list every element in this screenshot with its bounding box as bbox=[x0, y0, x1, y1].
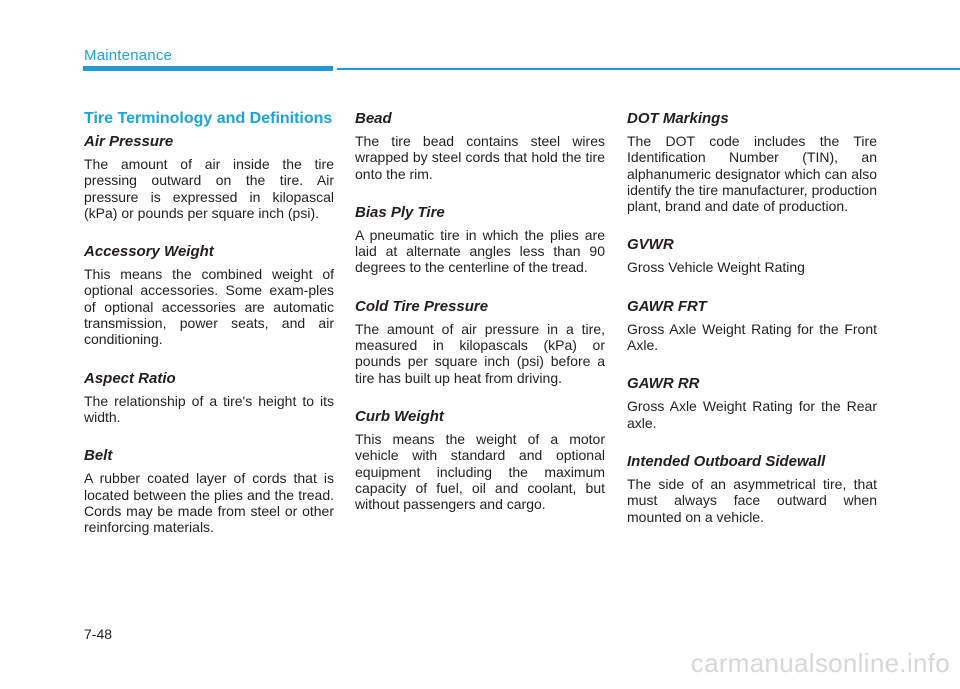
term-gvwr: GVWR bbox=[627, 236, 674, 254]
definition-dot-markings: The DOT code includes the Tire Identification Number (TIN), an alphanumeric designator which can also identify the tire manufacturer, production plant, brand and date of production. bbox=[627, 133, 877, 215]
definition-accessory-weight: This means the combined weight of optional accessories. Some exam-ples of optional accessories are automatic transmission, power seats, and air conditioning. bbox=[84, 266, 334, 348]
term-belt: Belt bbox=[84, 447, 113, 465]
term-intended-outboard-sidewall: Intended Outboard Sidewall bbox=[627, 452, 826, 470]
definition-intended-outboard-sidewall: The side of an asymmetrical tire, that must always face outward when mounted on a vehicle. bbox=[627, 475, 877, 525]
column-1 bbox=[84, 110, 334, 557]
section-title: Tire Terminology and Definitions bbox=[84, 110, 333, 127]
term-gawr-rr: GAWR RR bbox=[627, 375, 700, 393]
definition-gawr-frt: Gross Axle Weight Rating for the Front Axle. bbox=[627, 320, 877, 354]
term-air-pressure: Air Pressure bbox=[84, 133, 174, 150]
term-curb-weight: Curb Weight bbox=[355, 407, 444, 425]
header-rule-thin bbox=[337, 68, 960, 70]
term-dot-markings: DOT Markings bbox=[627, 110, 729, 127]
term-bias-ply-tire: Bias Ply Tire bbox=[355, 203, 445, 221]
term-accessory-weight: Accessory Weight bbox=[84, 243, 214, 261]
definition-belt: A rubber coated layer of cords that is located between the plies and the tread. Cords may be made from steel or other reinforcing materials. bbox=[84, 470, 334, 536]
column-3 bbox=[627, 110, 877, 547]
page-number: 7-48 bbox=[84, 626, 113, 642]
term-gawr-frt: GAWR FRT bbox=[627, 297, 707, 315]
definition-gvwr: Gross Vehicle Weight Rating bbox=[627, 259, 805, 276]
section-label: Maintenance bbox=[84, 47, 173, 64]
definition-aspect-ratio: The relationship of a tire's height to its width. bbox=[84, 392, 334, 425]
header-rule-thick bbox=[83, 66, 333, 71]
definition-bias-ply-tire: A pneumatic tire in which the plies are laid at alternate angles less than 90 degrees to the centerline of the tread. bbox=[355, 226, 605, 276]
term-cold-tire-pressure: Cold Tire Pressure bbox=[355, 297, 489, 315]
definition-cold-tire-pressure: The amount of air pressure in a tire, measured in kilopascals (kPa) or pounds per square inch (psi) before a tire has built up heat from driving. bbox=[355, 320, 605, 386]
definition-gawr-rr: Gross Axle Weight Rating for the Rear axle. bbox=[627, 398, 877, 431]
definition-air-pressure: The amount of air inside the tire pressing outward on the tire. Air pressure is expressed in kilopascal (kPa) or pounds per square inch (psi). bbox=[84, 156, 334, 221]
definition-bead: The tire bead contains steel wires wrapped by steel cords that hold the tire onto the rim. bbox=[355, 133, 605, 182]
term-bead: Bead bbox=[355, 110, 392, 127]
definition-curb-weight: This means the weight of a motor vehicle with standard and optional equipment including the maximum capacity of fuel, oil and coolant, but without passengers and cargo. bbox=[355, 430, 605, 513]
term-aspect-ratio: Aspect Ratio bbox=[84, 369, 176, 387]
watermark: carmanualsonline.info bbox=[690, 648, 950, 678]
column-2 bbox=[355, 110, 605, 534]
